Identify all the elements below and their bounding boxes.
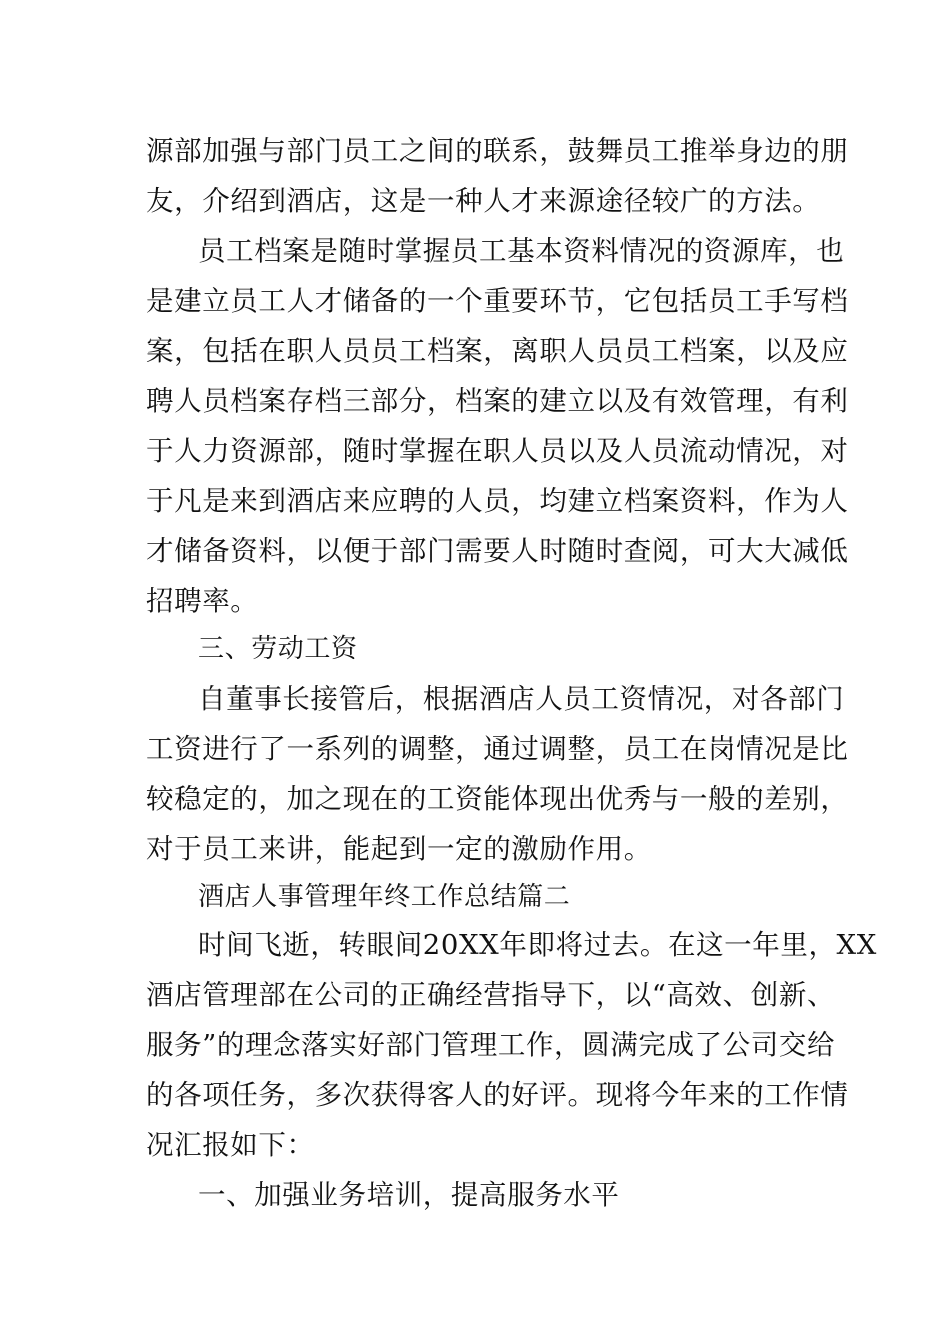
paragraph-line: 才储备资料，以便于部门需要人时随时查阅，可大大减低 <box>146 535 849 567</box>
paragraph-line: 员工档案是随时掌握员工基本资料情况的资源库，也 <box>198 235 845 267</box>
paragraph-line: 源部加强与部门员工之间的联系，鼓舞员工推举身边的朋 <box>146 135 849 167</box>
paragraph-line: 较稳定的，加之现在的工资能体现出优秀与一般的差别， <box>146 783 849 815</box>
paragraph-line: 于凡是来到酒店来应聘的人员，均建立档案资料，作为人 <box>146 485 849 517</box>
section-heading: 一、加强业务培训，提高服务水平 <box>198 1179 620 1211</box>
paragraph-line: 工资进行了一系列的调整，通过调整，员工在岗情况是比 <box>146 733 849 765</box>
paragraph-line: 是建立员工人才储备的一个重要环节，它包括员工手写档 <box>146 285 849 317</box>
paragraph-line: 聘人员档案存档三部分，档案的建立以及有效管理，有利 <box>146 385 849 417</box>
paragraph-line: 招聘率。 <box>146 585 259 617</box>
paragraph-line: 的各项任务，多次获得客人的好评。现将今年来的工作情 <box>146 1079 849 1111</box>
paragraph-line: 对于员工来讲，能起到一定的激励作用。 <box>146 833 652 865</box>
paragraph-line: 况汇报如下： <box>146 1129 315 1161</box>
paragraph-line: 酒店管理部在公司的正确经营指导下，以“高效、创新、 <box>146 979 836 1011</box>
paragraph-line: 服务”的理念落实好部门管理工作，圆满完成了公司交给 <box>146 1029 836 1061</box>
paragraph-line: 自董事长接管后，根据酒店人员工资情况，对各部门 <box>198 683 845 715</box>
section-heading: 三、劳动工资 <box>198 634 358 664</box>
paragraph-line: 友，介绍到酒店，这是一种人才来源途径较广的方法。 <box>146 185 821 217</box>
paragraph-line: 时间飞逝，转眼间20XX年即将过去。在这一年里，XX <box>198 929 877 961</box>
paragraph-line: 案，包括在职人员员工档案，离职人员员工档案，以及应 <box>146 335 849 367</box>
paragraph-line: 于人力资源部，随时掌握在职人员以及人员流动情况，对 <box>146 435 849 467</box>
article-title: 酒店人事管理年终工作总结篇二 <box>198 882 571 912</box>
